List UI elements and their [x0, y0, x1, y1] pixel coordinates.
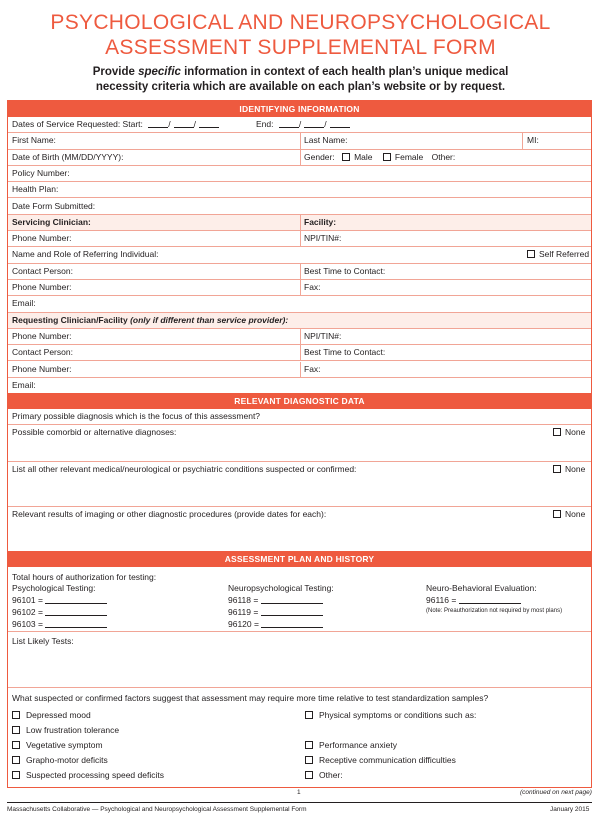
male-checkbox[interactable] [342, 153, 350, 161]
likely-tests-label: List Likely Tests: [12, 636, 74, 646]
facility-field[interactable]: Facility: [304, 216, 337, 227]
dates-row: Dates of Service Requested: Start: / / End: / / [8, 117, 591, 133]
middle-initial-field[interactable]: MI: [527, 135, 539, 146]
right-factor-checkbox[interactable] [305, 771, 313, 779]
contact-phone-row [8, 280, 591, 296]
left-factor-item [12, 708, 164, 723]
right-factor-item [305, 708, 476, 723]
right-factor-item [305, 768, 476, 783]
end-label: End: [256, 119, 274, 129]
requesting-best-time-field[interactable]: Best Time to Contact: [304, 347, 386, 358]
contact-person-field[interactable]: Contact Person: [12, 265, 73, 276]
female-checkbox[interactable] [383, 153, 391, 161]
left-factor-label: Grapho-motor deficits [26, 755, 108, 765]
left-factor-item [12, 738, 164, 753]
subtitle-post: information in context of each health plan’s unique medical [180, 66, 509, 78]
left-factor-checkbox[interactable] [12, 726, 20, 734]
page-number: 1 [297, 789, 301, 796]
right-factor-item [305, 753, 476, 768]
imaging-label: Relevant results of imaging or other diagnostic procedures (provide dates for each): [12, 509, 327, 520]
comorbid-block[interactable] [8, 425, 591, 462]
date-submitted-field[interactable]: Date Form Submitted: [12, 200, 96, 211]
code-96101-label: 96101 = [12, 595, 43, 605]
factors-right-list [305, 708, 476, 783]
code-96119-field[interactable] [261, 607, 323, 616]
other-conditions-none-label: None [565, 464, 586, 475]
fax-field[interactable]: Fax: [304, 282, 321, 292]
neuro-behavioral-label: Neuro-Behavioral Evaluation: [426, 583, 537, 593]
health-plan-field[interactable]: Health Plan: [12, 184, 59, 195]
footer-form-name: Massachusetts Collaborative — Psychological and Neuropsychological Assessment Supplemental Form [7, 806, 307, 813]
factors-question: What suspected or confirmed factors suggest that assessment may require more time relative to test standardization samples? [12, 693, 489, 703]
section-identifying-header: IDENTIFYING INFORMATION [8, 101, 591, 117]
right-factor-checkbox[interactable] [305, 756, 313, 764]
section-plan-header: ASSESSMENT PLAN AND HISTORY [8, 551, 591, 567]
total-hours-label: Total hours of authorization for testing: [12, 572, 157, 582]
left-factor-item [12, 723, 164, 738]
date-submitted-row [8, 199, 591, 215]
male-label: Male [354, 151, 373, 162]
right-factor-checkbox[interactable] [305, 711, 313, 719]
neuro-testing-label: Neuropsychological Testing: [228, 583, 334, 593]
comorbid-none-label: None [565, 427, 586, 438]
policy-number-field[interactable]: Policy Number: [12, 167, 70, 178]
section-diagnostic-header: RELEVANT DIAGNOSTIC DATA [8, 393, 591, 409]
requesting-row [8, 313, 591, 329]
code-96116-field[interactable] [459, 595, 521, 604]
hours-block [8, 567, 591, 632]
first-name-field[interactable]: First Name: [12, 135, 56, 146]
dates-label: Dates of Service Requested: Start: [12, 119, 143, 129]
footer-divider [7, 802, 592, 803]
best-time-field[interactable]: Best Time to Contact: [304, 265, 386, 276]
footer-date: January 2015 [550, 806, 590, 813]
left-factor-item [12, 768, 164, 783]
gender-label: Gender: [304, 151, 335, 162]
code-96118-field[interactable] [261, 595, 323, 604]
other-conditions-label: List all other relevant medical/neurological or psychiatric conditions suspected or confirmed: [12, 464, 357, 475]
requesting-contact-field[interactable]: Contact Person: [12, 347, 73, 358]
dob-row [8, 150, 591, 166]
code-96119-label: 96119 = [228, 607, 259, 617]
code-96120-label: 96120 = [228, 619, 259, 629]
gender-other-field[interactable]: Other: [431, 151, 456, 162]
code-96101-field[interactable] [45, 595, 107, 604]
likely-tests-block[interactable] [8, 632, 591, 688]
servicing-clinician-field[interactable]: Servicing Clinician: [12, 216, 91, 227]
right-factor-label: Performance anxiety [319, 740, 397, 750]
primary-diagnosis-field[interactable]: Primary possible diagnosis which is the focus of this assessment? [12, 411, 261, 421]
psych-testing-label: Psychological Testing: [12, 583, 96, 593]
form-instructions [0, 65, 601, 95]
requesting-phone2-field[interactable]: Phone Number: [12, 363, 72, 374]
comorbid-none-checkbox[interactable] [553, 428, 561, 436]
servicing-clinician-row [8, 215, 591, 231]
primary-diagnosis-row [8, 409, 591, 425]
requesting-email-row [8, 378, 591, 394]
requesting-label: Requesting Clinician/Facility [12, 314, 131, 325]
contact-row [8, 264, 591, 280]
code-96102-label: 96102 = [12, 607, 43, 617]
right-factor-label: Physical symptoms or conditions such as: [319, 710, 477, 720]
left-factor-checkbox[interactable] [12, 771, 20, 779]
referring-row [8, 247, 591, 263]
code-96120-field[interactable] [261, 619, 323, 628]
requesting-npi-field[interactable]: NPI/TIN#: [304, 330, 342, 341]
right-factor-item [305, 723, 476, 738]
code-96116-label: 96116 = [426, 595, 457, 605]
other-conditions-none-checkbox[interactable] [553, 465, 561, 473]
form-title [0, 10, 601, 60]
assessment-form [7, 100, 592, 788]
imaging-none-checkbox[interactable] [553, 510, 561, 518]
subtitle-emphasis: specific [138, 66, 181, 78]
imaging-block[interactable] [8, 507, 591, 551]
factors-left-list [12, 708, 164, 783]
right-factor-label: Other: [319, 770, 343, 780]
comorbid-label: Possible comorbid or alternative diagnoses: [12, 427, 177, 438]
end-year-field[interactable] [330, 119, 350, 128]
servicing-phone-row [8, 231, 591, 247]
left-factor-label: Vegetative symptom [26, 740, 103, 750]
code-96102-field[interactable] [45, 607, 107, 616]
start-day-field[interactable] [174, 119, 194, 128]
servicing-npi-field[interactable]: NPI/TIN#: [304, 233, 342, 244]
other-conditions-block[interactable] [8, 462, 591, 507]
requesting-fax-field[interactable]: Fax: [304, 363, 321, 374]
continued-note: (continued on next page) [520, 789, 592, 796]
policy-row [8, 166, 591, 182]
right-factor-checkbox[interactable] [305, 741, 313, 749]
servicing-phone-field[interactable]: Phone Number: [12, 233, 72, 244]
subtitle-line-2: necessity criteria which are available on each plan’s website or by request. [95, 81, 506, 93]
right-factor-label: Receptive communication difficulties [319, 755, 456, 765]
code-96103-field[interactable] [45, 619, 107, 628]
code-96118-label: 96118 = [228, 595, 259, 605]
self-referred-label: Self Referred [539, 249, 590, 260]
code-96103-label: 96103 = [12, 619, 43, 629]
female-label: Female [394, 151, 424, 162]
right-factor-item [305, 738, 476, 753]
referring-individual-field[interactable]: Name and Role of Referring Individual: [12, 249, 159, 260]
left-factor-label: Depressed mood [26, 710, 91, 720]
email-row [8, 296, 591, 312]
requesting-phone2-row [8, 362, 591, 378]
email-field[interactable]: Email: [12, 298, 36, 309]
requesting-phone-field[interactable]: Phone Number: [12, 330, 72, 341]
title-line-2: ASSESSMENT SUPPLEMENTAL FORM [105, 36, 496, 59]
left-factor-item [12, 753, 164, 768]
requesting-email-field[interactable]: Email: [12, 379, 36, 390]
requesting-note: (only if different than service provider): [130, 314, 289, 325]
left-factor-checkbox[interactable] [12, 741, 20, 749]
preauth-note: (Note: Preauthorization not required by most plans) [426, 608, 563, 614]
left-factor-label: Suspected processing speed deficits [26, 770, 164, 780]
factors-block [8, 688, 591, 788]
subtitle-pre: Provide [92, 66, 139, 78]
name-row [8, 133, 591, 149]
imaging-none-label: None [565, 509, 586, 520]
requesting-contact-row [8, 345, 591, 361]
left-factor-checkbox[interactable] [12, 756, 20, 764]
end-month-field[interactable] [279, 119, 299, 128]
start-year-field[interactable] [199, 119, 219, 128]
requesting-phone-row [8, 329, 591, 345]
self-referred-checkbox[interactable] [527, 250, 535, 258]
dob-field[interactable]: Date of Birth (MM/DD/YYYY): [12, 151, 124, 162]
end-day-field[interactable] [304, 119, 324, 128]
health-plan-row [8, 182, 591, 198]
title-line-1: PSYCHOLOGICAL AND NEUROPSYCHOLOGICAL [50, 11, 551, 34]
start-month-field[interactable] [148, 119, 168, 128]
contact-phone-field[interactable]: Phone Number: [12, 282, 72, 292]
left-factor-checkbox[interactable] [12, 711, 20, 719]
last-name-field[interactable]: Last Name: [304, 135, 348, 146]
left-factor-label: Low frustration tolerance [26, 725, 120, 735]
